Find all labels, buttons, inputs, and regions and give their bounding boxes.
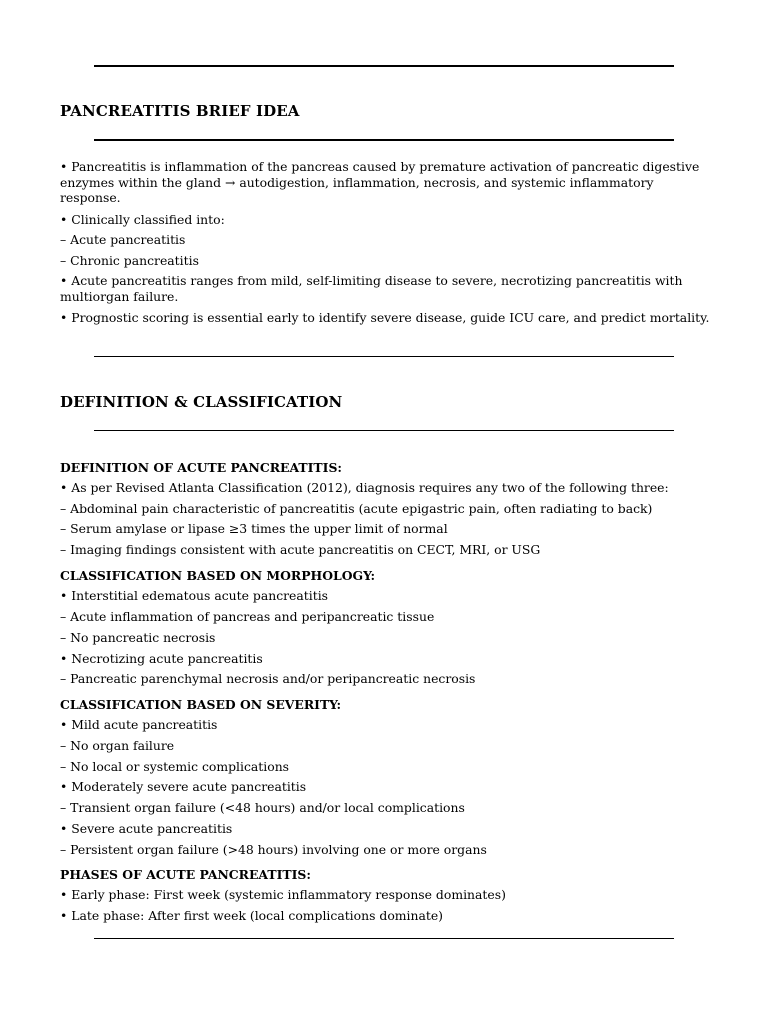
section-title-definition-classification: DEFINITION & CLASSIFICATION [60, 393, 343, 411]
list-item: – No organ failure [60, 738, 175, 753]
list-item: – No local or systemic complications [60, 759, 290, 774]
list-item: • Mild acute pancreatitis [60, 717, 218, 732]
list-item: • Acute pancreatitis ranges from mild, self-limiting disease to severe, necrotizing pancreatitis with multiorgan failure. [60, 273, 683, 304]
list-item: • Clinically classified into: [60, 212, 225, 227]
list-item: • Late phase: After first week (local complications dominate) [60, 908, 444, 923]
list-item: – Imaging findings consistent with acute pancreatitis on CECT, MRI, or USG [60, 542, 541, 557]
list-item: – Pancreatic parenchymal necrosis and/or peripancreatic necrosis [60, 671, 476, 686]
list-item: – Serum amylase or lipase ≥3 times the upper limit of normal [60, 521, 448, 536]
list-item: – Persistent organ failure (>48 hours) involving one or more organs [60, 842, 487, 857]
list-item: • Prognostic scoring is essential early to identify severe disease, guide ICU care, and predict mortality. [60, 310, 710, 325]
list-item: – Abdominal pain characteristic of pancreatitis (acute epigastric pain, often radiating to back) [60, 501, 653, 516]
list-item: – No pancreatic necrosis [60, 630, 216, 645]
list-item: – Chronic pancreatitis [60, 253, 199, 268]
list-item: – Transient organ failure (<48 hours) and/or local complications [60, 800, 465, 815]
subheading-severity: CLASSIFICATION BASED ON SEVERITY: [60, 697, 342, 712]
bottom-rule [94, 938, 674, 939]
divider-rule [94, 356, 674, 357]
list-item: • Interstitial edematous acute pancreatitis [60, 588, 329, 603]
list-item: • As per Revised Atlanta Classification (2012), diagnosis requires any two of the following three: [60, 480, 669, 495]
list-item: • Moderately severe acute pancreatitis [60, 779, 307, 794]
subheading-morphology: CLASSIFICATION BASED ON MORPHOLOGY: [60, 568, 376, 583]
divider-rule [94, 430, 674, 431]
subheading-phases: PHASES OF ACUTE PANCREATITIS: [60, 867, 311, 882]
list-item: – Acute inflammation of pancreas and peripancreatic tissue [60, 609, 435, 624]
list-item: – Acute pancreatitis [60, 232, 186, 247]
list-item: • Severe acute pancreatitis [60, 821, 233, 836]
list-item: • Pancreatitis is inflammation of the pancreas caused by premature activation of pancreatic digestive enzymes within the gland → autodigestion, inflammation, necrosis, and systemic inflammatory response. [60, 159, 700, 205]
list-item: • Early phase: First week (systemic inflammatory response dominates) [60, 887, 506, 902]
section-title-brief-idea: PANCREATITIS BRIEF IDEA [60, 102, 300, 120]
list-item: • Necrotizing acute pancreatitis [60, 651, 263, 666]
divider-rule [94, 139, 674, 141]
subheading-definition: DEFINITION OF ACUTE PANCREATITIS: [60, 460, 342, 475]
top-rule [94, 65, 674, 67]
